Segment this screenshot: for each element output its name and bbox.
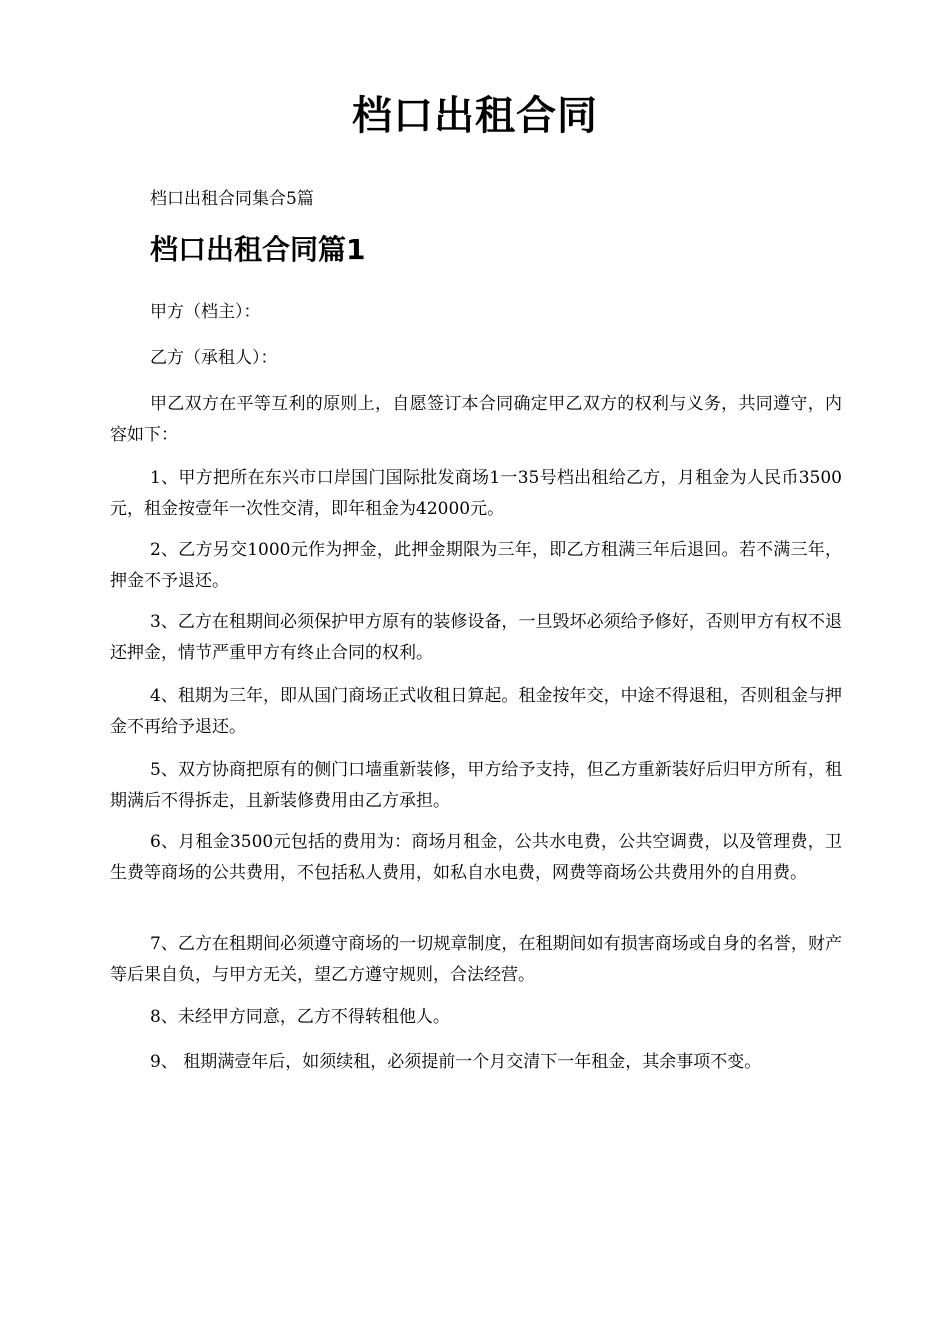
party-b-line: 乙方（承租人）： [150, 348, 278, 368]
clause-1: 1、甲方把所在东兴市口岸国门国际批发商场1一35号档出租给乙方，月租金为人民币3500元，租金按壹年一次性交清，即年租金为42000元。 [110, 468, 842, 519]
clause-7: 7、乙方在租期间必须遵守商场的一切规章制度，在租期间如有损害商场或自身的名誉，财产等后果自负，与甲方无关，望乙方遵守规则，合法经营。 [110, 934, 842, 985]
clause-6: 6、月租金3500元包括的费用为：商场月租金，公共水电费，公共空调费，以及管理费，卫生费等商场的公共费用，不包括私人费用，如私自水电费，网费等商场公共费用外的自用费。 [110, 832, 842, 883]
clause-4: 4、租期为三年，即从国门商场正式收租日算起。租金按年交，中途不得退租，否则租金与押金不再给予退还。 [110, 686, 842, 737]
clause-3: 3、乙方在租期间必须保护甲方原有的装修设备，一旦毁坏必须给予修好，否则甲方有权不退还押金，情节严重甲方有终止合同的权利。 [110, 612, 842, 663]
clause-2: 2、乙方另交1000元作为押金，此押金期限为三年，即乙方租满三年后退回。若不满三年，押金不予退还。 [110, 540, 842, 591]
section-heading: 档口出租合同篇1 [150, 233, 366, 266]
contract-preamble: 甲乙双方在平等互利的原则上，自愿签订本合同确定甲乙双方的权利与义务，共同遵守，内容如下： [110, 394, 842, 445]
clause-5: 5、双方协商把原有的侧门口墙重新装修，甲方给予支持，但乙方重新装好后归甲方所有，租期满后不得拆走，且新装修费用由乙方承担。 [110, 760, 842, 811]
clause-9: 9、 租期满壹年后，如须续租，必须提前一个月交清下一年租金，其余事项不变。 [150, 1052, 762, 1072]
document-subtitle: 档口出租合同集合5篇 [150, 189, 314, 209]
document-title: 档口出租合同 [352, 93, 598, 139]
clause-8: 8、未经甲方同意，乙方不得转租他人。 [150, 1007, 450, 1027]
party-a-line: 甲方（档主）： [150, 302, 261, 322]
